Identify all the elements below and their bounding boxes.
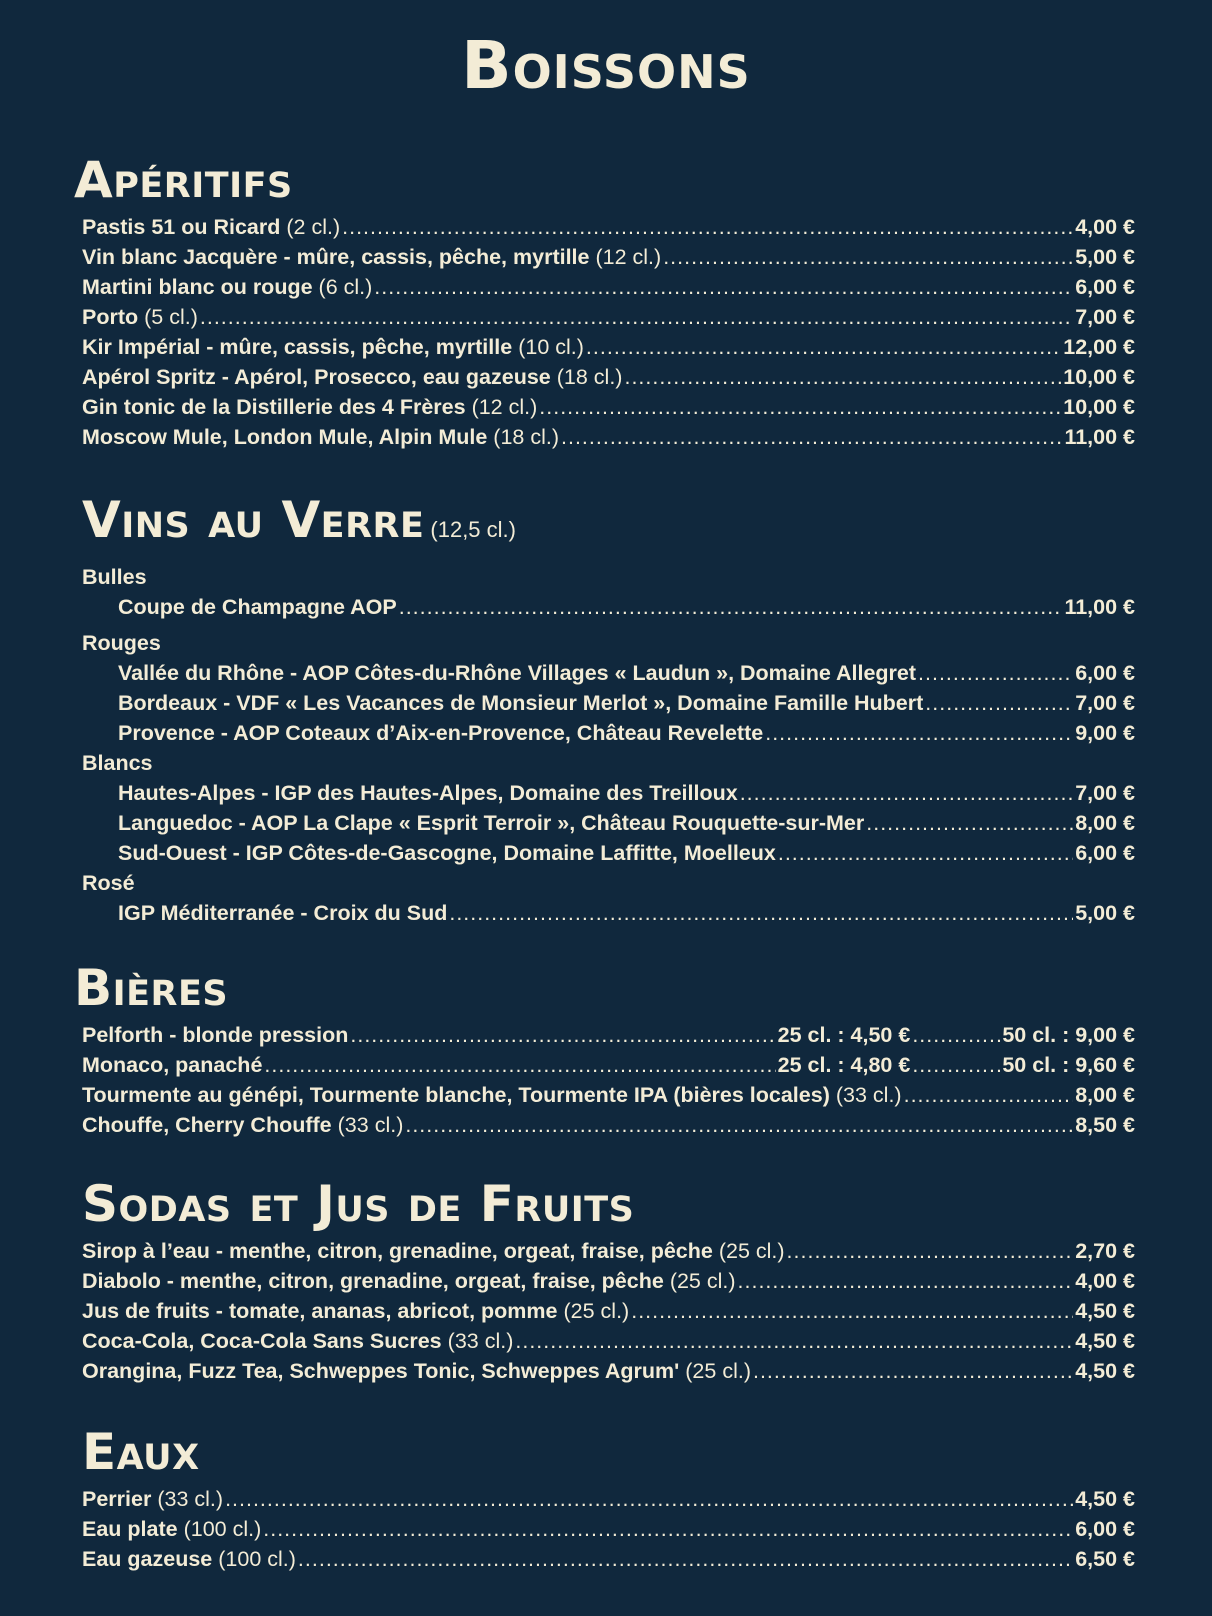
item-price: 2,70 € <box>1075 1239 1135 1263</box>
item-price-small: 25 cl. : 4,80 € <box>777 1053 911 1077</box>
dot-leader <box>912 1020 1000 1050</box>
dot-leader <box>663 242 1073 272</box>
item-label: Hautes-Alpes - IGP des Hautes-Alpes, Domaine des Treilloux <box>118 781 738 805</box>
section-title-bieres: Bières <box>74 959 229 1017</box>
item-price: 12,00 € <box>1063 335 1135 359</box>
item-price-small: 25 cl. : 4,50 € <box>777 1023 911 1047</box>
item-volume: (100 cl.) <box>218 1547 296 1571</box>
item-label: Pelforth - blonde pression <box>82 1023 349 1047</box>
item-price: 6,00 € <box>1075 661 1135 685</box>
item-volume: (25 cl.) <box>669 1269 736 1293</box>
item-label: Eau plate <box>82 1517 178 1541</box>
section-aperitifs <box>74 151 1135 452</box>
dot-leader <box>399 592 1063 622</box>
dot-leader <box>405 1110 1073 1140</box>
section-title-aperitifs: Apéritifs <box>74 151 293 209</box>
item-price: 6,00 € <box>1075 841 1135 865</box>
page-title: Boissons <box>461 27 751 104</box>
menu-item <box>82 1296 1135 1326</box>
section-eaux <box>82 1424 1135 1574</box>
item-price: 4,50 € <box>1075 1329 1135 1353</box>
item-price: 6,00 € <box>1075 1517 1135 1541</box>
menu-item <box>82 1020 1135 1050</box>
menu-item <box>82 392 1135 422</box>
dot-leader <box>904 1080 1074 1110</box>
item-label: Chouffe, Cherry Chouffe <box>82 1113 332 1137</box>
section-title-sodas: Sodas et Jus de Fruits <box>82 1175 635 1233</box>
menu-item <box>82 1080 1135 1110</box>
item-price: 8,00 € <box>1075 1083 1135 1107</box>
item-volume: (5 cl.) <box>144 305 198 329</box>
item-price: 6,50 € <box>1075 1547 1135 1571</box>
dot-leader <box>866 808 1073 838</box>
dot-leader <box>298 1544 1073 1574</box>
item-volume: (100 cl.) <box>183 1517 262 1541</box>
category-bulles: Bulles <box>82 565 147 589</box>
item-label: Provence - AOP Coteaux d’Aix-en-Provence, Château Revelette <box>118 721 764 745</box>
dot-leader <box>787 1236 1074 1266</box>
menu-item <box>82 1050 1135 1080</box>
item-price: 11,00 € <box>1064 595 1135 619</box>
dot-leader <box>200 302 1073 332</box>
dot-leader <box>350 1020 775 1050</box>
menu-item <box>82 1326 1135 1356</box>
menu-item <box>82 1544 1135 1574</box>
item-volume: (25 cl.) <box>563 1299 630 1323</box>
item-price: 4,50 € <box>1075 1359 1135 1383</box>
item-volume: (25 cl.) <box>685 1359 751 1383</box>
menu-item <box>82 718 1135 748</box>
item-price: 11,00 € <box>1064 425 1135 449</box>
item-label: IGP Méditerranée - Croix du Sud <box>118 901 448 925</box>
item-volume: (10 cl.) <box>518 335 584 359</box>
item-label: Orangina, Fuzz Tea, Schweppes Tonic, Schweppes Agrum' <box>82 1359 680 1383</box>
item-label: Martini blanc ou rouge <box>82 275 313 299</box>
item-label: Coca-Cola, Coca-Cola Sans Sucres <box>82 1329 442 1353</box>
item-price: 4,50 € <box>1075 1299 1135 1323</box>
menu-item <box>82 688 1135 718</box>
menu-item <box>82 422 1135 452</box>
item-volume: (6 cl.) <box>318 275 373 299</box>
section-title-vins: Vins au Verre (12,5 cl.) <box>82 491 516 549</box>
item-label: Monaco, panaché <box>82 1053 263 1077</box>
section-bieres <box>74 959 1135 1140</box>
item-volume: (12 cl.) <box>471 395 538 419</box>
dot-leader <box>264 1050 775 1080</box>
item-price: 5,00 € <box>1075 901 1135 925</box>
menu-item <box>82 1266 1135 1296</box>
item-price: 8,00 € <box>1075 811 1135 835</box>
item-volume: (33 cl.) <box>835 1083 902 1107</box>
dot-leader <box>561 422 1062 452</box>
dot-leader <box>738 1266 1074 1296</box>
category-blancs: Blancs <box>82 751 153 775</box>
item-price: 4,00 € <box>1075 1269 1135 1293</box>
item-price: 7,00 € <box>1075 781 1135 805</box>
item-volume: (2 cl.) <box>286 215 341 239</box>
item-label: Apérol Spritz - Apérol, Prosecco, eau gazeuse <box>82 365 551 389</box>
item-label: Coupe de Champagne AOP <box>118 595 397 619</box>
menu-item <box>82 778 1135 808</box>
item-price: 7,00 € <box>1075 305 1135 329</box>
item-price: 9,00 € <box>1075 721 1135 745</box>
menu-item <box>82 332 1135 362</box>
category-rouges: Rouges <box>82 631 161 655</box>
menu-item <box>82 1514 1135 1544</box>
dot-leader <box>753 1356 1073 1386</box>
item-volume: (33 cl.) <box>447 1329 514 1353</box>
item-volume: (12 cl.) <box>595 245 662 269</box>
item-label: Sirop à l’eau - menthe, citron, grenadine, orgeat, fraise, pêche <box>82 1239 713 1263</box>
dot-leader <box>515 1326 1073 1356</box>
item-label: Gin tonic de la Distillerie des 4 Frères <box>82 395 466 419</box>
dot-leader <box>539 392 1061 422</box>
item-label: Jus de fruits - tomate, ananas, abricot, pomme <box>82 1299 558 1323</box>
item-price: 50 cl. : 9,00 € <box>1002 1023 1135 1047</box>
item-price: 7,00 € <box>1075 691 1135 715</box>
category-rose: Rosé <box>82 871 135 895</box>
dot-leader <box>586 332 1061 362</box>
item-price: 50 cl. : 9,60 € <box>1002 1053 1135 1077</box>
item-label: Eau gazeuse <box>82 1547 213 1571</box>
item-label: Pastis 51 ou Ricard <box>82 215 281 239</box>
dot-leader <box>624 362 1061 392</box>
item-label: Perrier <box>82 1487 152 1511</box>
item-label: Sud-Ouest - IGP Côtes-de-Gascogne, Domaine Laffitte, Moelleux <box>118 841 776 865</box>
item-label: Diabolo - menthe, citron, grenadine, orgeat, fraise, pêche <box>82 1269 664 1293</box>
item-label: Kir Impérial - mûre, cassis, pêche, myrtille <box>82 335 513 359</box>
menu-item <box>82 302 1135 332</box>
item-price: 10,00 € <box>1063 365 1135 389</box>
dot-leader <box>740 778 1074 808</box>
menu-item <box>82 838 1135 868</box>
dot-leader <box>374 272 1073 302</box>
item-price: 4,00 € <box>1075 215 1135 239</box>
menu-item <box>82 362 1135 392</box>
item-label: Bordeaux - VDF « Les Vacances de Monsieur Merlot », Domaine Famille Hubert <box>118 691 924 715</box>
dot-leader <box>225 1484 1073 1514</box>
item-price: 6,00 € <box>1075 275 1135 299</box>
item-label: Tourmente au génépi, Tourmente blanche, Tourmente IPA (bières locales) <box>82 1083 830 1107</box>
dot-leader <box>765 718 1073 748</box>
section-vins <box>82 492 1135 928</box>
item-volume: (33 cl.) <box>337 1113 404 1137</box>
menu-item <box>82 658 1135 688</box>
item-volume: (18 cl.) <box>556 365 623 389</box>
dot-leader <box>631 1296 1073 1326</box>
item-label: Porto <box>82 305 139 329</box>
dot-leader <box>449 898 1073 928</box>
item-price: 8,50 € <box>1075 1113 1135 1137</box>
menu-item <box>82 1484 1135 1514</box>
menu-item <box>82 212 1135 242</box>
menu-item <box>82 1110 1135 1140</box>
dot-leader <box>778 838 1073 868</box>
menu-item <box>82 1236 1135 1266</box>
item-label: Languedoc - AOP La Clape « Esprit Terroir », Château Rouquette-sur-Mer <box>118 811 865 835</box>
menu-item <box>82 808 1135 838</box>
section-title-eaux: Eaux <box>82 1423 200 1481</box>
menu-item <box>82 1356 1135 1386</box>
item-volume: (25 cl.) <box>718 1239 785 1263</box>
dot-leader <box>263 1514 1073 1544</box>
section-subtitle-vins: (12,5 cl.) <box>430 517 516 542</box>
item-volume: (33 cl.) <box>157 1487 224 1511</box>
menu-item <box>82 898 1135 928</box>
dot-leader <box>918 658 1073 688</box>
dot-leader <box>342 212 1073 242</box>
item-volume: (18 cl.) <box>493 425 560 449</box>
dot-leader <box>912 1050 1000 1080</box>
menu-item <box>82 242 1135 272</box>
item-label: Moscow Mule, London Mule, Alpin Mule <box>82 425 488 449</box>
item-price: 10,00 € <box>1063 395 1135 419</box>
menu-item <box>82 592 1135 622</box>
item-label: Vin blanc Jacquère - mûre, cassis, pêche, myrtille <box>82 245 590 269</box>
item-label: Vallée du Rhône - AOP Côtes-du-Rhône Villages « Laudun », Domaine Allegret <box>118 661 917 685</box>
item-price: 4,50 € <box>1075 1487 1135 1511</box>
menu-item <box>82 272 1135 302</box>
dot-leader <box>925 688 1073 718</box>
item-price: 5,00 € <box>1075 245 1135 269</box>
section-sodas <box>82 1176 1135 1386</box>
